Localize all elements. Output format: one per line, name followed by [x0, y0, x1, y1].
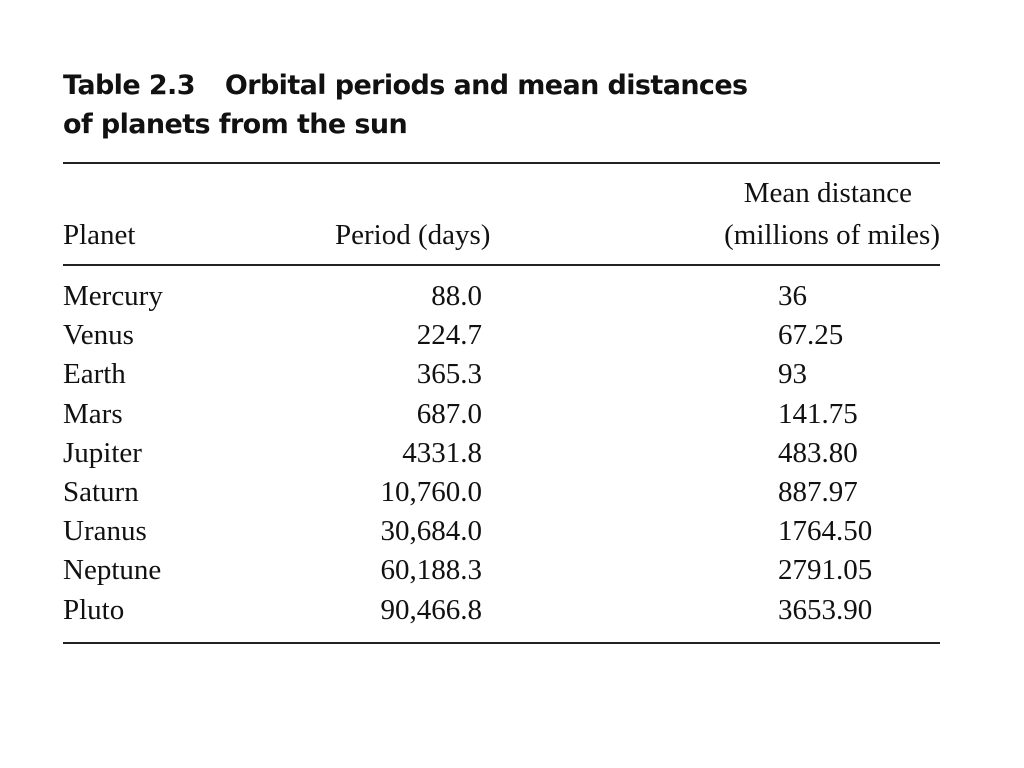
distance-cell: 1764.50 — [778, 515, 873, 548]
period-cell: 60,188.3 — [380, 554, 482, 587]
table-caption — [63, 66, 748, 144]
table-row — [0, 550, 1024, 589]
planet-cell: Jupiter — [63, 436, 142, 469]
planet-cell: Pluto — [63, 593, 125, 626]
period-cell: 4331.8 — [402, 436, 482, 469]
distance-cell: 887.97 — [778, 475, 858, 508]
bottom-rule — [63, 642, 940, 644]
distance-cell: 2791.05 — [778, 554, 873, 587]
distance-cell: 3653.90 — [778, 593, 873, 626]
header-planet: Planet — [63, 219, 136, 251]
distance-cell: 141.75 — [778, 397, 858, 430]
header-distance-line-2: (millions of miles) — [724, 219, 940, 251]
distance-cell: 93 — [778, 358, 807, 391]
period-cell: 30,684.0 — [380, 515, 482, 548]
table-row — [0, 433, 1024, 472]
period-cell: 88.0 — [431, 280, 482, 312]
period-cell: 687.0 — [416, 397, 482, 430]
table-body — [0, 276, 1024, 629]
distance-cell: 483.80 — [778, 436, 858, 469]
period-cell: 90,466.8 — [380, 593, 482, 626]
distance-cell: 67.25 — [778, 319, 844, 352]
planet-cell: Neptune — [63, 554, 162, 587]
caption-line-1 — [63, 66, 748, 105]
planet-cell: Uranus — [63, 515, 147, 548]
header-period: Period (days) — [335, 219, 491, 251]
planet-cell: Saturn — [63, 475, 139, 508]
planet-cell: Mars — [63, 397, 123, 430]
period-cell: 224.7 — [416, 319, 482, 352]
planet-cell: Mercury — [63, 280, 163, 312]
table-number: Table 2.3 — [63, 70, 195, 101]
table-title-line-2: of planets from the sun — [63, 109, 408, 140]
period-cell: 365.3 — [416, 358, 482, 391]
table-row — [0, 511, 1024, 550]
table-row — [0, 354, 1024, 393]
planet-cell: Venus — [63, 319, 134, 352]
table-row — [0, 394, 1024, 433]
table-row — [0, 315, 1024, 354]
table-row — [0, 590, 1024, 629]
distance-cell: 36 — [778, 280, 807, 312]
table-row — [0, 472, 1024, 511]
header-distance-line-1: Mean distance — [743, 177, 912, 209]
planet-cell: Earth — [63, 358, 126, 391]
table-row — [0, 276, 1024, 315]
top-rule — [63, 162, 940, 164]
table-title-line-1: Orbital periods and mean distances — [224, 70, 748, 101]
header-rule — [63, 264, 940, 266]
period-cell: 10,760.0 — [380, 475, 482, 508]
